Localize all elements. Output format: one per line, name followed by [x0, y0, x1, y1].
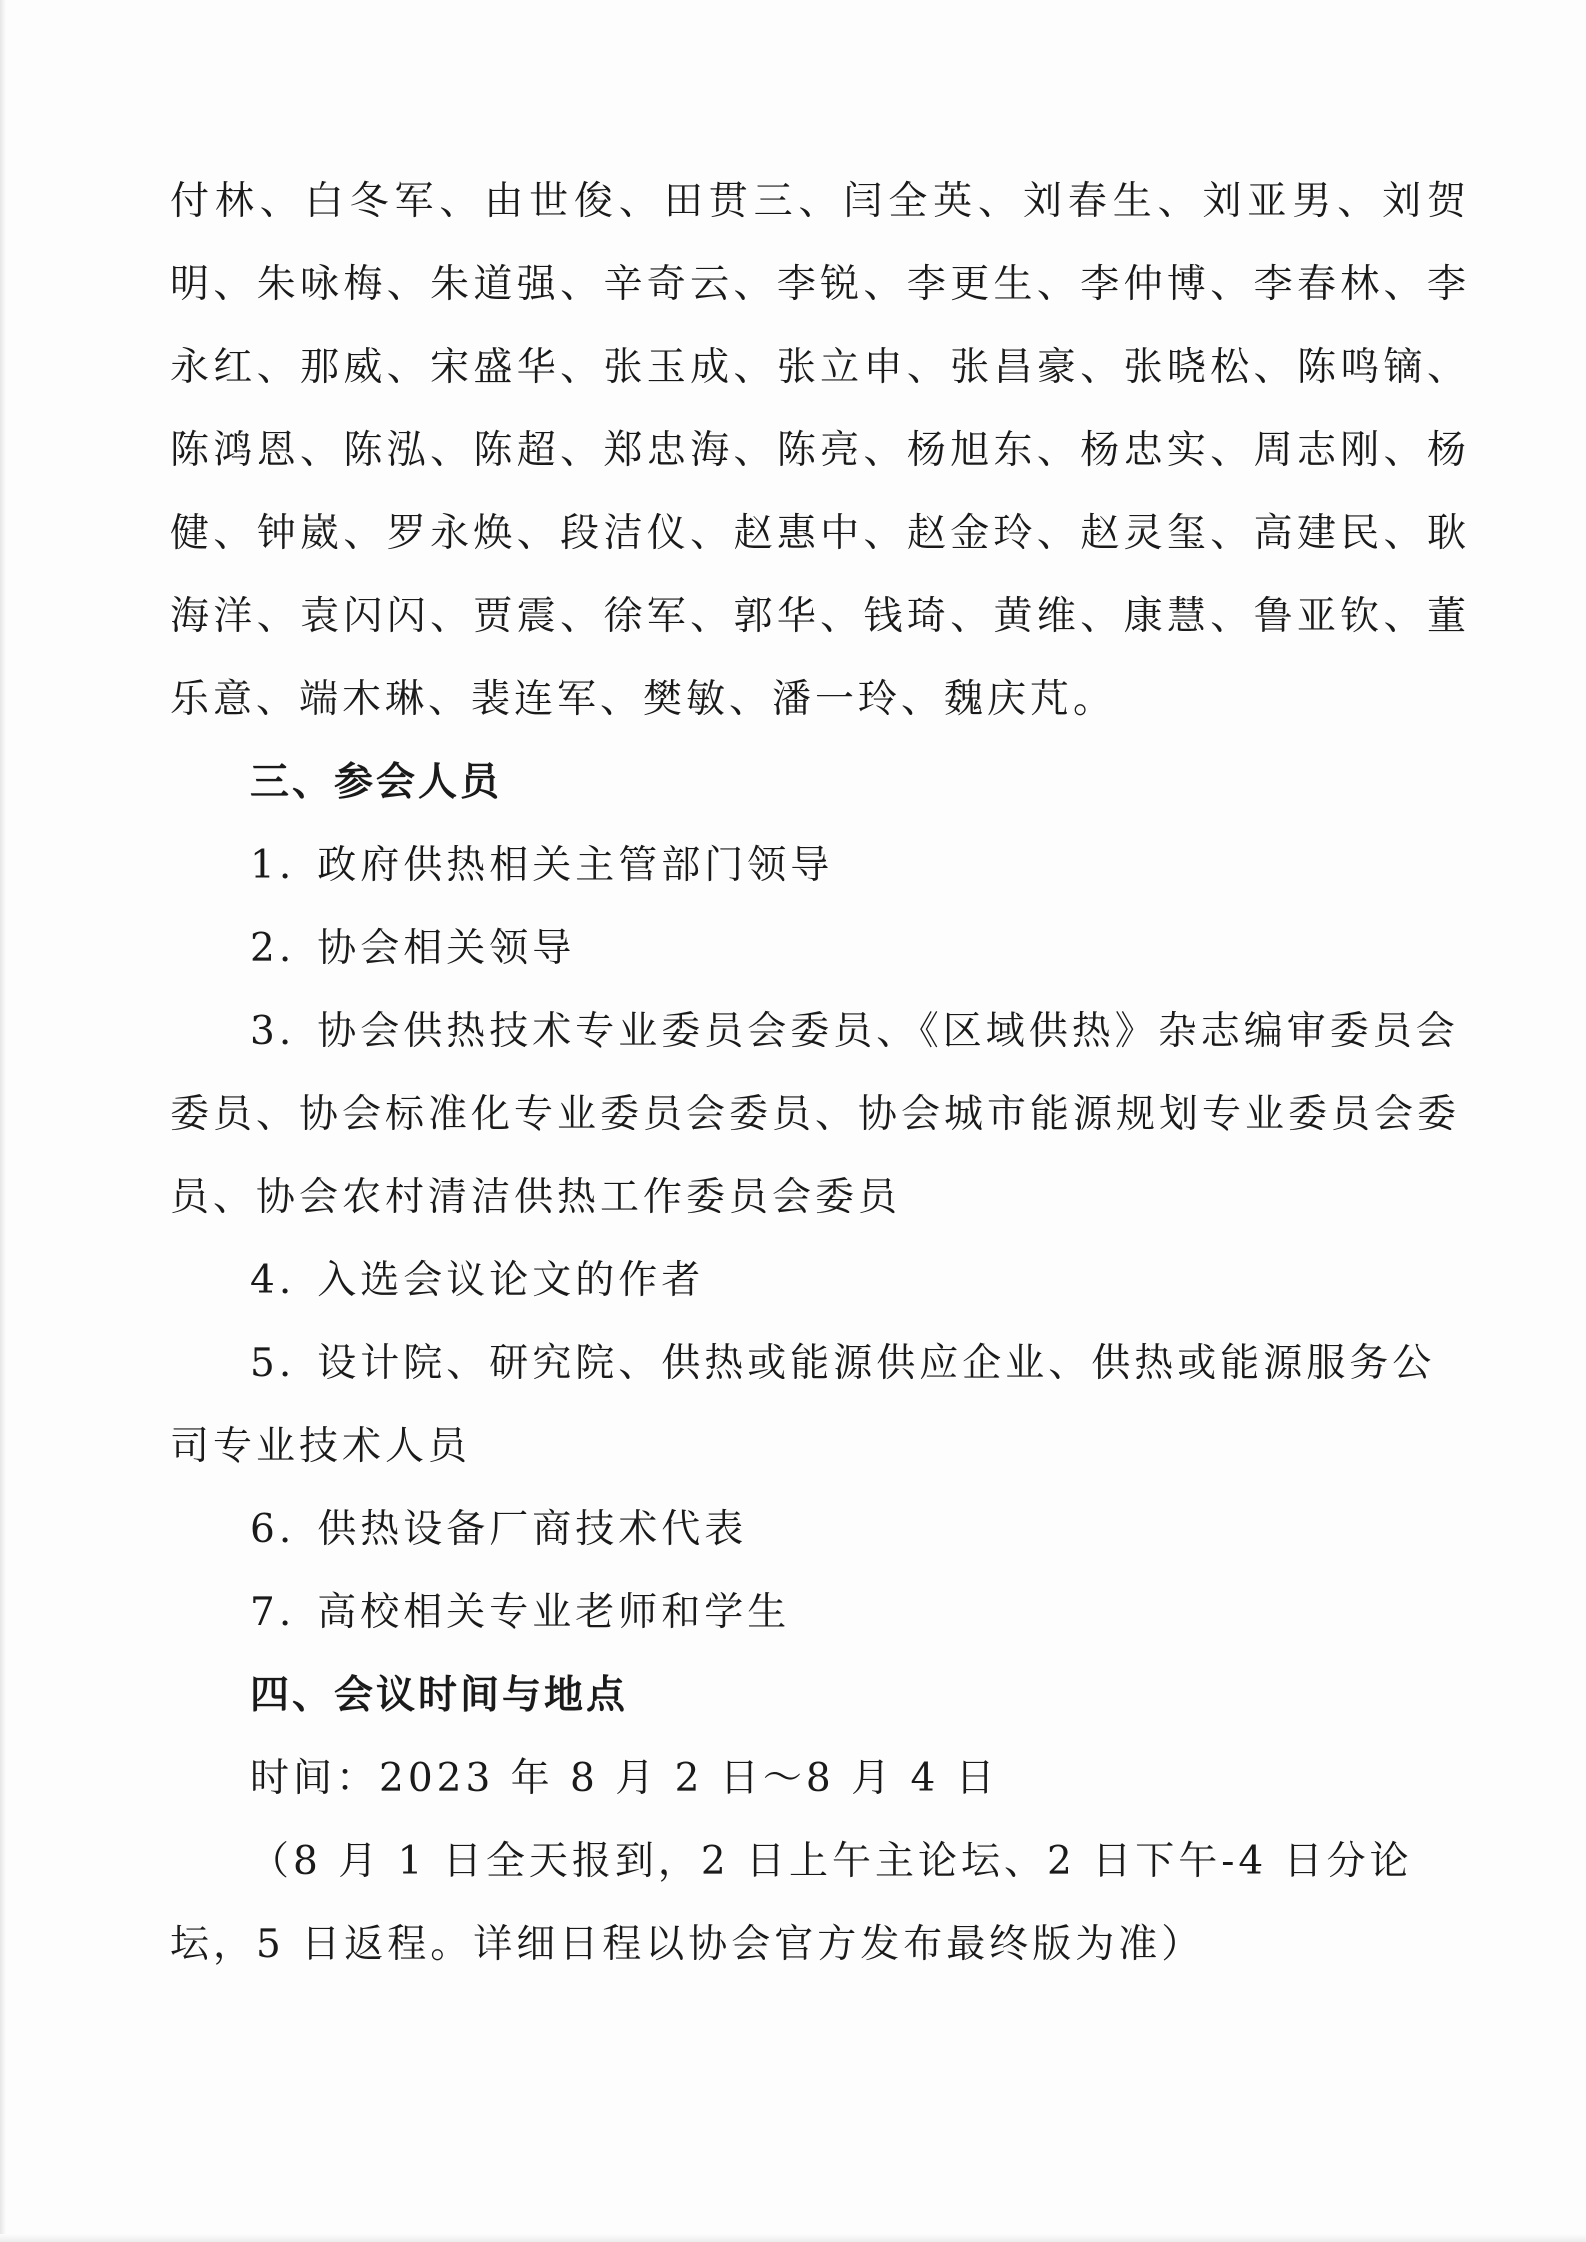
item-number: 6. — [250, 1507, 296, 1552]
scan-shadow-bottom — [0, 2234, 1586, 2242]
item-text: 协会相关领导 — [317, 926, 576, 971]
item-text: 高校相关专业老师和学生 — [317, 1590, 791, 1635]
document-body — [170, 160, 1470, 1986]
item-text: 供热设备厂商技术代表 — [317, 1507, 748, 1552]
item-text: 政府供热相关主管部门领导 — [317, 843, 834, 888]
item-number: 2. — [250, 926, 296, 971]
item-number: 4. — [250, 1258, 296, 1303]
item-text: 设计院、研究院、供热或能源供应企业、供热或能源服务公司专业技术人员 — [170, 1341, 1436, 1469]
attendee-item-7 — [170, 1571, 1470, 1654]
item-number: 7. — [250, 1590, 296, 1635]
item-text: 入选会议论文的作者 — [317, 1258, 705, 1303]
scan-shadow-left — [0, 0, 6, 2242]
item-number: 5. — [250, 1341, 296, 1386]
item-text: 协会供热技术专业委员会委员、《区域供热》杂志编审委员会委员、协会标准化专业委员会委员、协会城市能源规划专业委员会委员、协会农村清洁供热工作委员会委员 — [170, 1009, 1461, 1220]
item-number: 3. — [250, 1009, 296, 1054]
attendee-item-1 — [170, 824, 1470, 907]
section-heading-attendees: 三、参会人员 — [250, 760, 503, 805]
attendee-item-3 — [170, 990, 1470, 1239]
item-number: 1. — [250, 843, 296, 888]
attendee-item-4 — [170, 1239, 1470, 1322]
attendee-item-2 — [170, 907, 1470, 990]
expert-names-paragraph: 付林、白冬军、由世俊、田贯三、闫全英、刘春生、刘亚男、刘贺明、朱咏梅、朱道强、辛奇云、李锐、李更生、李仲博、李春林、李永红、那威、宋盛华、张玉成、张立申、张昌豪、张晓松、陈鸣镝、陈鸿恩、陈泓、陈超、郑忠海、陈亮、杨旭东、杨忠实、周志刚、杨健、钟崴、罗永焕、段洁仪、赵惠中、赵金玲、赵灵玺、高建民、耿海洋、袁闪闪、贾震、徐军、郭华、钱琦、黄维、康慧、鲁亚钦、董乐意、端木琳、裴连军、樊敏、潘一玲、魏庆芃。 — [170, 179, 1470, 722]
schedule-note: （8 月 1 日全天报到，2 日上午主论坛、2 日下午-4 日分论坛，5 日返程。详细日程以协会官方发布最终版为准） — [170, 1839, 1413, 1967]
section-heading-time-location: 四、会议时间与地点 — [250, 1673, 629, 1718]
meeting-time: 时间：2023 年 8 月 2 日～8 月 4 日 — [250, 1756, 999, 1801]
attendee-item-5 — [170, 1322, 1470, 1488]
attendee-item-6 — [170, 1488, 1470, 1571]
